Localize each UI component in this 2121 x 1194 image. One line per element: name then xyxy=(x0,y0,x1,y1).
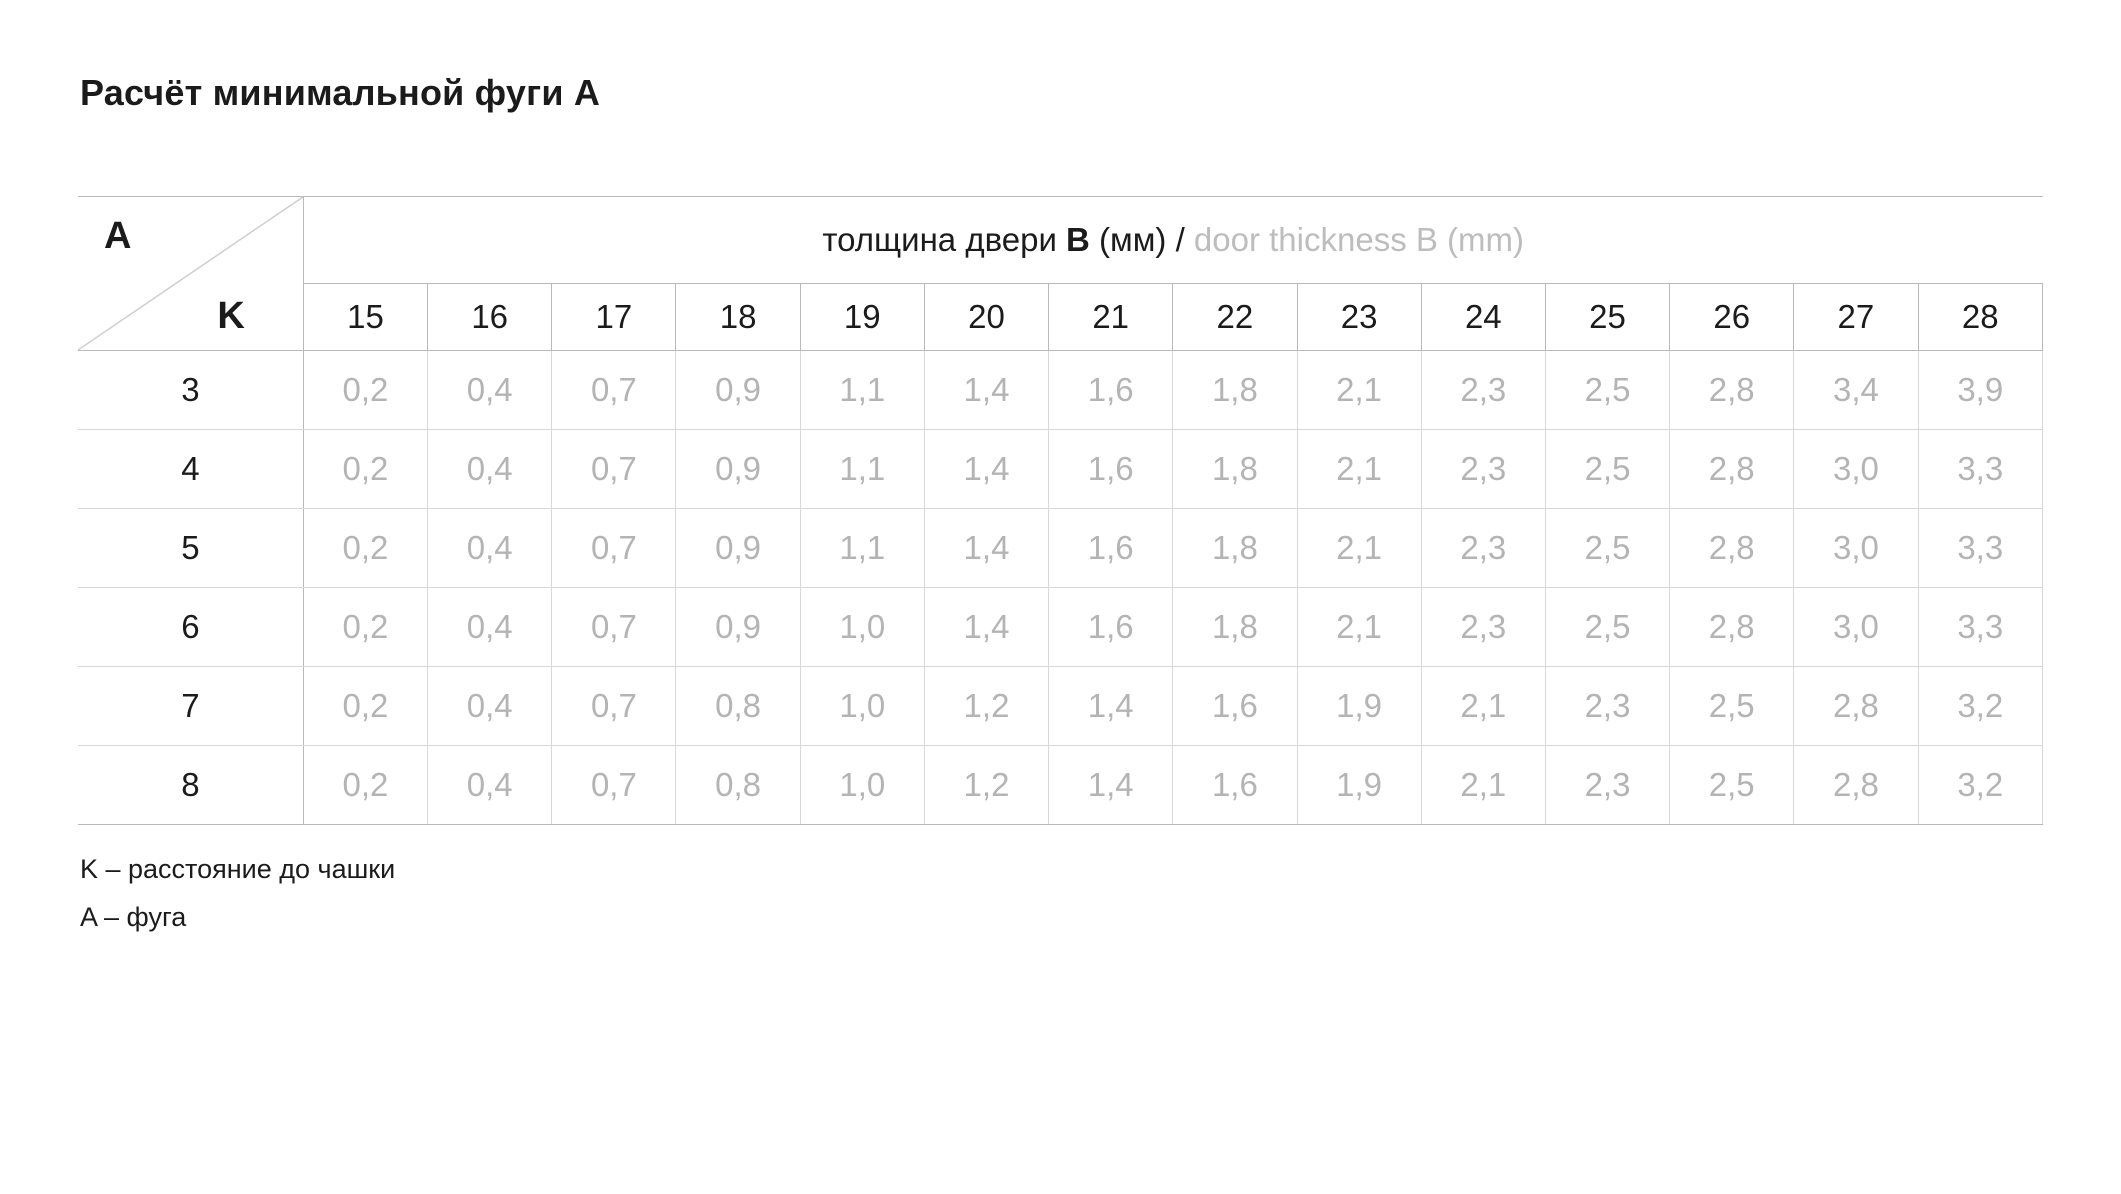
cell-value: 2,1 xyxy=(1297,351,1421,430)
cell-value: 3,2 xyxy=(1918,667,2042,746)
cell-value: 0,4 xyxy=(428,351,552,430)
row-header-k: 5 xyxy=(78,509,303,588)
cell-value: 3,0 xyxy=(1794,509,1918,588)
column-header-21: 21 xyxy=(1049,284,1173,351)
cell-value: 0,8 xyxy=(676,746,800,825)
table-row xyxy=(78,746,2043,825)
cell-value: 0,4 xyxy=(428,430,552,509)
cell-value: 0,7 xyxy=(552,667,676,746)
cell-value: 1,6 xyxy=(1049,588,1173,667)
cell-value: 0,9 xyxy=(676,588,800,667)
cell-value: 2,8 xyxy=(1670,509,1794,588)
table-row xyxy=(78,667,2043,746)
min-gap-table xyxy=(78,196,2043,825)
cell-value: 2,8 xyxy=(1794,667,1918,746)
cell-value: 3,4 xyxy=(1794,351,1918,430)
cell-value: 2,5 xyxy=(1670,667,1794,746)
column-header-26: 26 xyxy=(1670,284,1794,351)
cell-value: 1,4 xyxy=(1049,667,1173,746)
cell-value: 2,5 xyxy=(1545,588,1669,667)
thickness-header-ru-suffix: (мм) / xyxy=(1089,221,1194,258)
row-header-k: 4 xyxy=(78,430,303,509)
cell-value: 2,3 xyxy=(1545,667,1669,746)
column-header-15: 15 xyxy=(303,284,427,351)
cell-value: 2,3 xyxy=(1421,351,1545,430)
corner-cell xyxy=(78,197,303,351)
cell-value: 1,4 xyxy=(924,588,1048,667)
corner-label-k: K xyxy=(217,295,245,337)
cell-value: 1,1 xyxy=(800,430,924,509)
cell-value: 0,7 xyxy=(552,509,676,588)
cell-value: 1,4 xyxy=(1049,746,1173,825)
cell-value: 2,1 xyxy=(1297,509,1421,588)
column-header-27: 27 xyxy=(1794,284,1918,351)
table-body xyxy=(78,351,2043,825)
cell-value: 2,5 xyxy=(1545,509,1669,588)
cell-value: 0,7 xyxy=(552,351,676,430)
cell-value: 2,5 xyxy=(1545,351,1669,430)
cell-value: 1,2 xyxy=(924,746,1048,825)
legend-line-a: A – фуга xyxy=(80,902,187,932)
cell-value: 1,8 xyxy=(1173,351,1297,430)
cell-value: 1,6 xyxy=(1173,667,1297,746)
cell-value: 1,4 xyxy=(924,509,1048,588)
table-head xyxy=(78,197,2043,351)
thickness-header-b: B xyxy=(1066,221,1090,258)
cell-value: 3,3 xyxy=(1918,588,2042,667)
cell-value: 3,3 xyxy=(1918,430,2042,509)
cell-value: 2,5 xyxy=(1545,430,1669,509)
cell-value: 0,7 xyxy=(552,746,676,825)
cell-value: 1,1 xyxy=(800,351,924,430)
page-title: Расчёт минимальной фуги A xyxy=(80,72,601,113)
table-head-row-top xyxy=(78,197,2043,284)
cell-value: 0,4 xyxy=(428,667,552,746)
cell-value: 2,3 xyxy=(1421,430,1545,509)
cell-value: 1,0 xyxy=(800,588,924,667)
cell-value: 2,3 xyxy=(1545,746,1669,825)
cell-value: 0,7 xyxy=(552,430,676,509)
row-header-k: 8 xyxy=(78,746,303,825)
table-row xyxy=(78,509,2043,588)
column-header-25: 25 xyxy=(1545,284,1669,351)
cell-value: 0,9 xyxy=(676,430,800,509)
column-header-20: 20 xyxy=(924,284,1048,351)
row-header-k: 6 xyxy=(78,588,303,667)
cell-value: 0,2 xyxy=(303,351,427,430)
cell-value: 0,8 xyxy=(676,667,800,746)
thickness-header-ru-prefix: толщина двери xyxy=(822,221,1067,258)
cell-value: 1,4 xyxy=(924,430,1048,509)
cell-value: 2,3 xyxy=(1421,509,1545,588)
cell-value: 0,4 xyxy=(428,746,552,825)
cell-value: 1,8 xyxy=(1173,509,1297,588)
cell-value: 3,3 xyxy=(1918,509,2042,588)
column-header-17: 17 xyxy=(552,284,676,351)
fuga-table-wrapper xyxy=(78,196,2043,825)
table-row xyxy=(78,430,2043,509)
column-header-23: 23 xyxy=(1297,284,1421,351)
cell-value: 1,2 xyxy=(924,667,1048,746)
cell-value: 2,5 xyxy=(1670,746,1794,825)
cell-value: 1,6 xyxy=(1173,746,1297,825)
cell-value: 1,6 xyxy=(1049,430,1173,509)
cell-value: 1,9 xyxy=(1297,746,1421,825)
cell-value: 1,4 xyxy=(924,351,1048,430)
cell-value: 0,4 xyxy=(428,588,552,667)
thickness-header-en: door thickness B (mm) xyxy=(1193,221,1525,258)
table-row xyxy=(78,351,2043,430)
cell-value: 3,9 xyxy=(1918,351,2042,430)
legend-line-k: K – расстояние до чашки xyxy=(80,854,396,884)
cell-value: 2,8 xyxy=(1670,588,1794,667)
cell-value: 3,2 xyxy=(1918,746,2042,825)
column-header-16: 16 xyxy=(428,284,552,351)
cell-value: 2,8 xyxy=(1670,351,1794,430)
cell-value: 0,2 xyxy=(303,509,427,588)
cell-value: 1,8 xyxy=(1173,430,1297,509)
cell-value: 1,6 xyxy=(1049,351,1173,430)
cell-value: 0,4 xyxy=(428,509,552,588)
column-header-19: 19 xyxy=(800,284,924,351)
cell-value: 1,9 xyxy=(1297,667,1421,746)
thickness-header-cell xyxy=(303,197,2042,284)
cell-value: 1,1 xyxy=(800,509,924,588)
table-head-row-columns xyxy=(78,284,2043,351)
cell-value: 2,1 xyxy=(1421,667,1545,746)
cell-value: 2,8 xyxy=(1670,430,1794,509)
cell-value: 0,9 xyxy=(676,351,800,430)
table-row xyxy=(78,588,2043,667)
cell-value: 0,2 xyxy=(303,588,427,667)
cell-value: 0,2 xyxy=(303,430,427,509)
column-header-24: 24 xyxy=(1421,284,1545,351)
row-header-k: 3 xyxy=(78,351,303,430)
legend xyxy=(80,845,395,941)
cell-value: 3,0 xyxy=(1794,588,1918,667)
cell-value: 1,0 xyxy=(800,667,924,746)
cell-value: 2,1 xyxy=(1297,588,1421,667)
cell-value: 0,9 xyxy=(676,509,800,588)
cell-value: 2,3 xyxy=(1421,588,1545,667)
cell-value: 2,8 xyxy=(1794,746,1918,825)
cell-value: 1,0 xyxy=(800,746,924,825)
cell-value: 0,2 xyxy=(303,667,427,746)
cell-value: 2,1 xyxy=(1421,746,1545,825)
cell-value: 3,0 xyxy=(1794,430,1918,509)
column-header-18: 18 xyxy=(676,284,800,351)
row-header-k: 7 xyxy=(78,667,303,746)
cell-value: 2,1 xyxy=(1297,430,1421,509)
column-header-22: 22 xyxy=(1173,284,1297,351)
corner-label-a: A xyxy=(104,215,132,257)
column-header-28: 28 xyxy=(1918,284,2042,351)
cell-value: 0,2 xyxy=(303,746,427,825)
cell-value: 1,6 xyxy=(1049,509,1173,588)
cell-value: 0,7 xyxy=(552,588,676,667)
cell-value: 1,8 xyxy=(1173,588,1297,667)
